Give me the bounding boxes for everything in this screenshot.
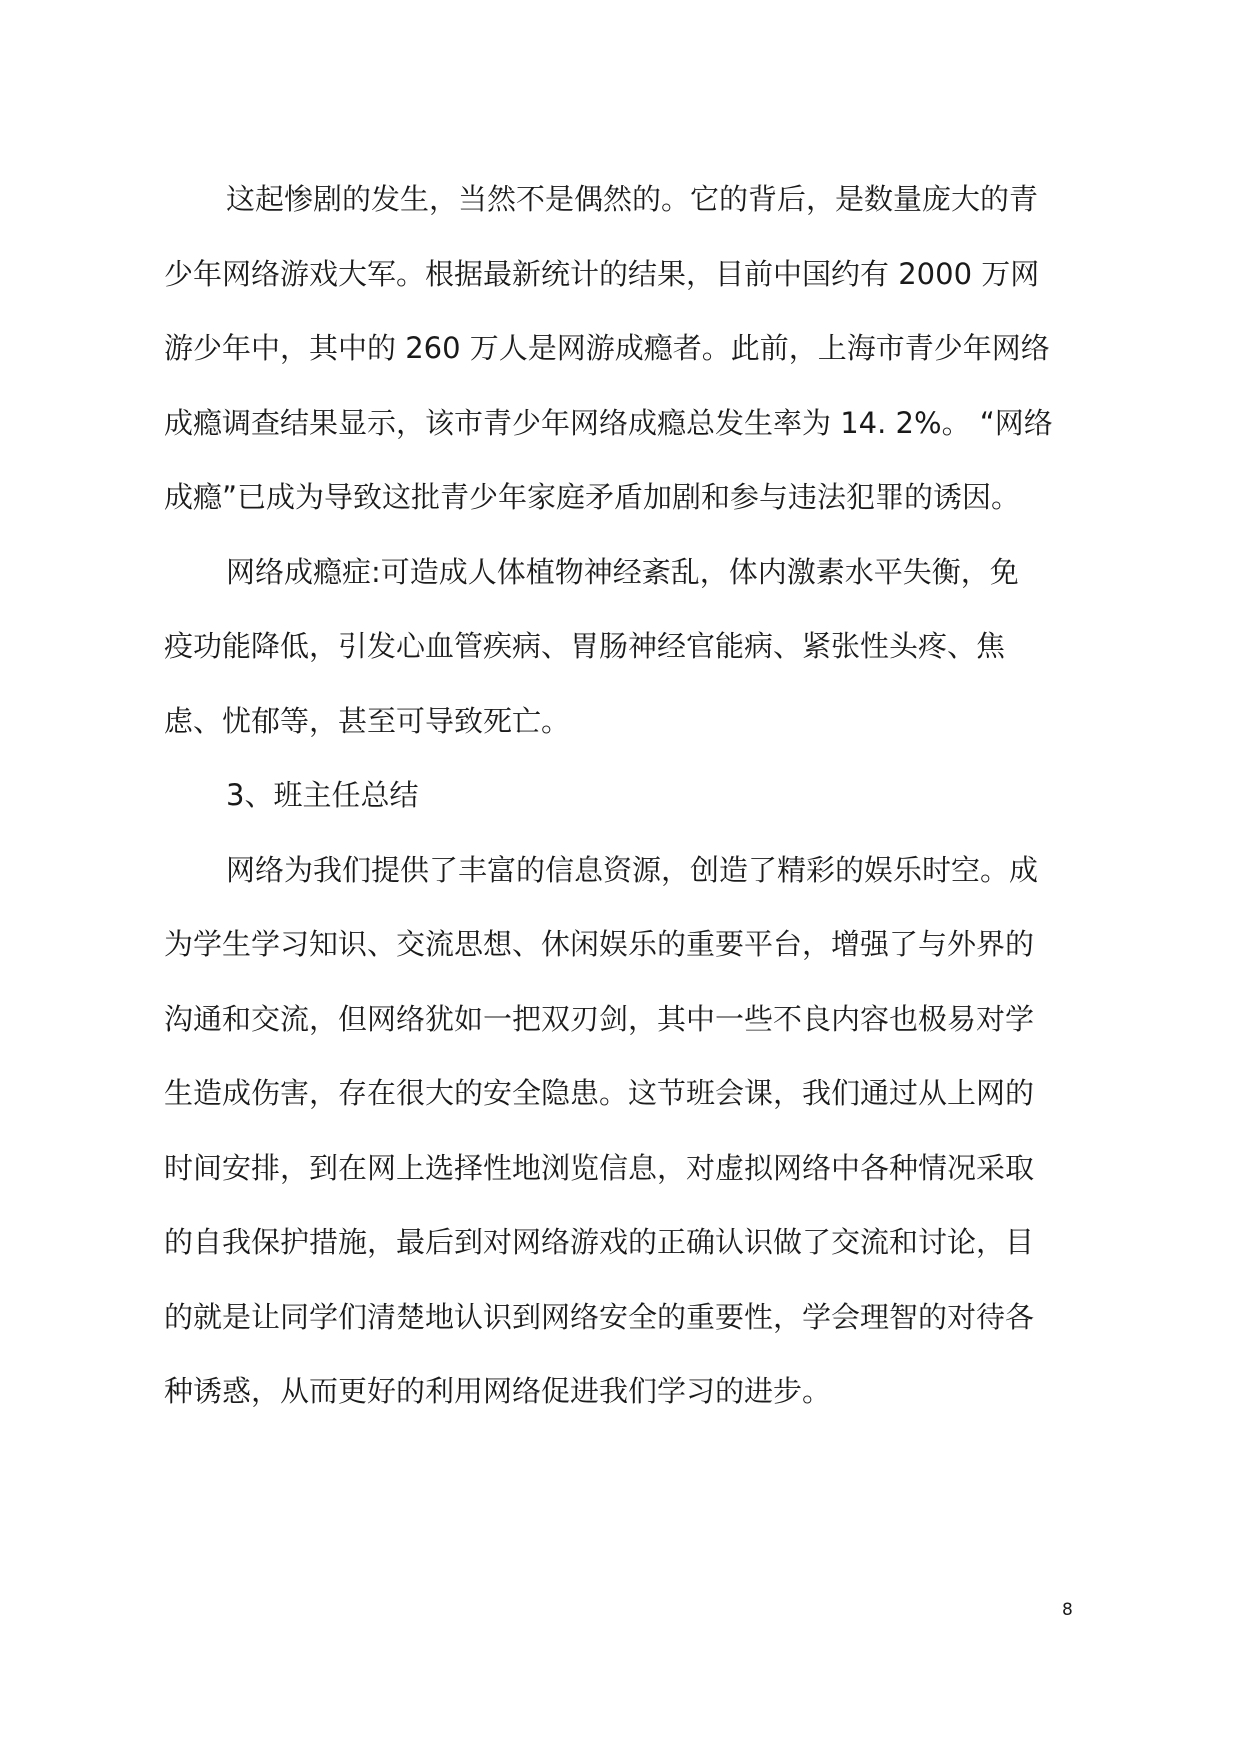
text-line: 疫功能降低，引发心血管疾病、胃肠神经官能病、紧张性头疼、焦 <box>164 629 1006 663</box>
text-line: 的自我保护措施，最后到对网络游戏的正确认识做了交流和讨论，目 <box>164 1225 1035 1259</box>
text-line: 成瘾”已成为导致这批青少年家庭矛盾加剧和参与违法犯罪的诱因。 <box>164 480 1021 514</box>
text-line: 沟通和交流，但网络犹如一把双刃剑，其中一些不良内容也极易对学 <box>164 1001 1035 1036</box>
body-text <box>164 162 1078 1429</box>
text-line: 成瘾调查结果显示，该市青少年网络成瘾总发生率为 14. 2%。 “网络 <box>164 405 1053 440</box>
text-line: 网络为我们提供了丰富的信息资源，创造了精彩的娱乐时空。成 <box>226 852 1039 887</box>
page-number: 8 <box>1062 1600 1073 1620</box>
text-line: 游少年中，其中的 260 万人是网游成瘾者。此前，上海市青少年网络 <box>164 331 1050 365</box>
text-line: 为学生学习知识、交流思想、休闲娱乐的重要平台，增强了与外界的 <box>164 927 1035 961</box>
text-line: 的就是让同学们清楚地认识到网络安全的重要性，学会理智的对待各 <box>164 1299 1035 1334</box>
text-line: 少年网络游戏大军。根据最新统计的结果，目前中国约有 2000 万网 <box>164 256 1040 291</box>
text-line: 这起惨剧的发生，当然不是偶然的。它的背后，是数量庞大的青 <box>226 182 1039 216</box>
text-line: 虑、忧郁等，甚至可导致死亡。 <box>164 703 571 738</box>
text-line: 生造成伤害，存在很大的安全隐患。这节班会课，我们通过从上网的 <box>164 1076 1035 1110</box>
text-line: 时间安排，到在网上选择性地浏览信息，对虚拟网络中各种情况采取 <box>164 1150 1035 1185</box>
text-line: 种诱惑，从而更好的利用网络促进我们学习的进步。 <box>164 1374 832 1408</box>
section-heading: 3、班主任总结 <box>226 778 419 812</box>
text-line: 网络成瘾症:可造成人体植物神经紊乱，体内激素水平失衡，免 <box>226 554 1019 589</box>
